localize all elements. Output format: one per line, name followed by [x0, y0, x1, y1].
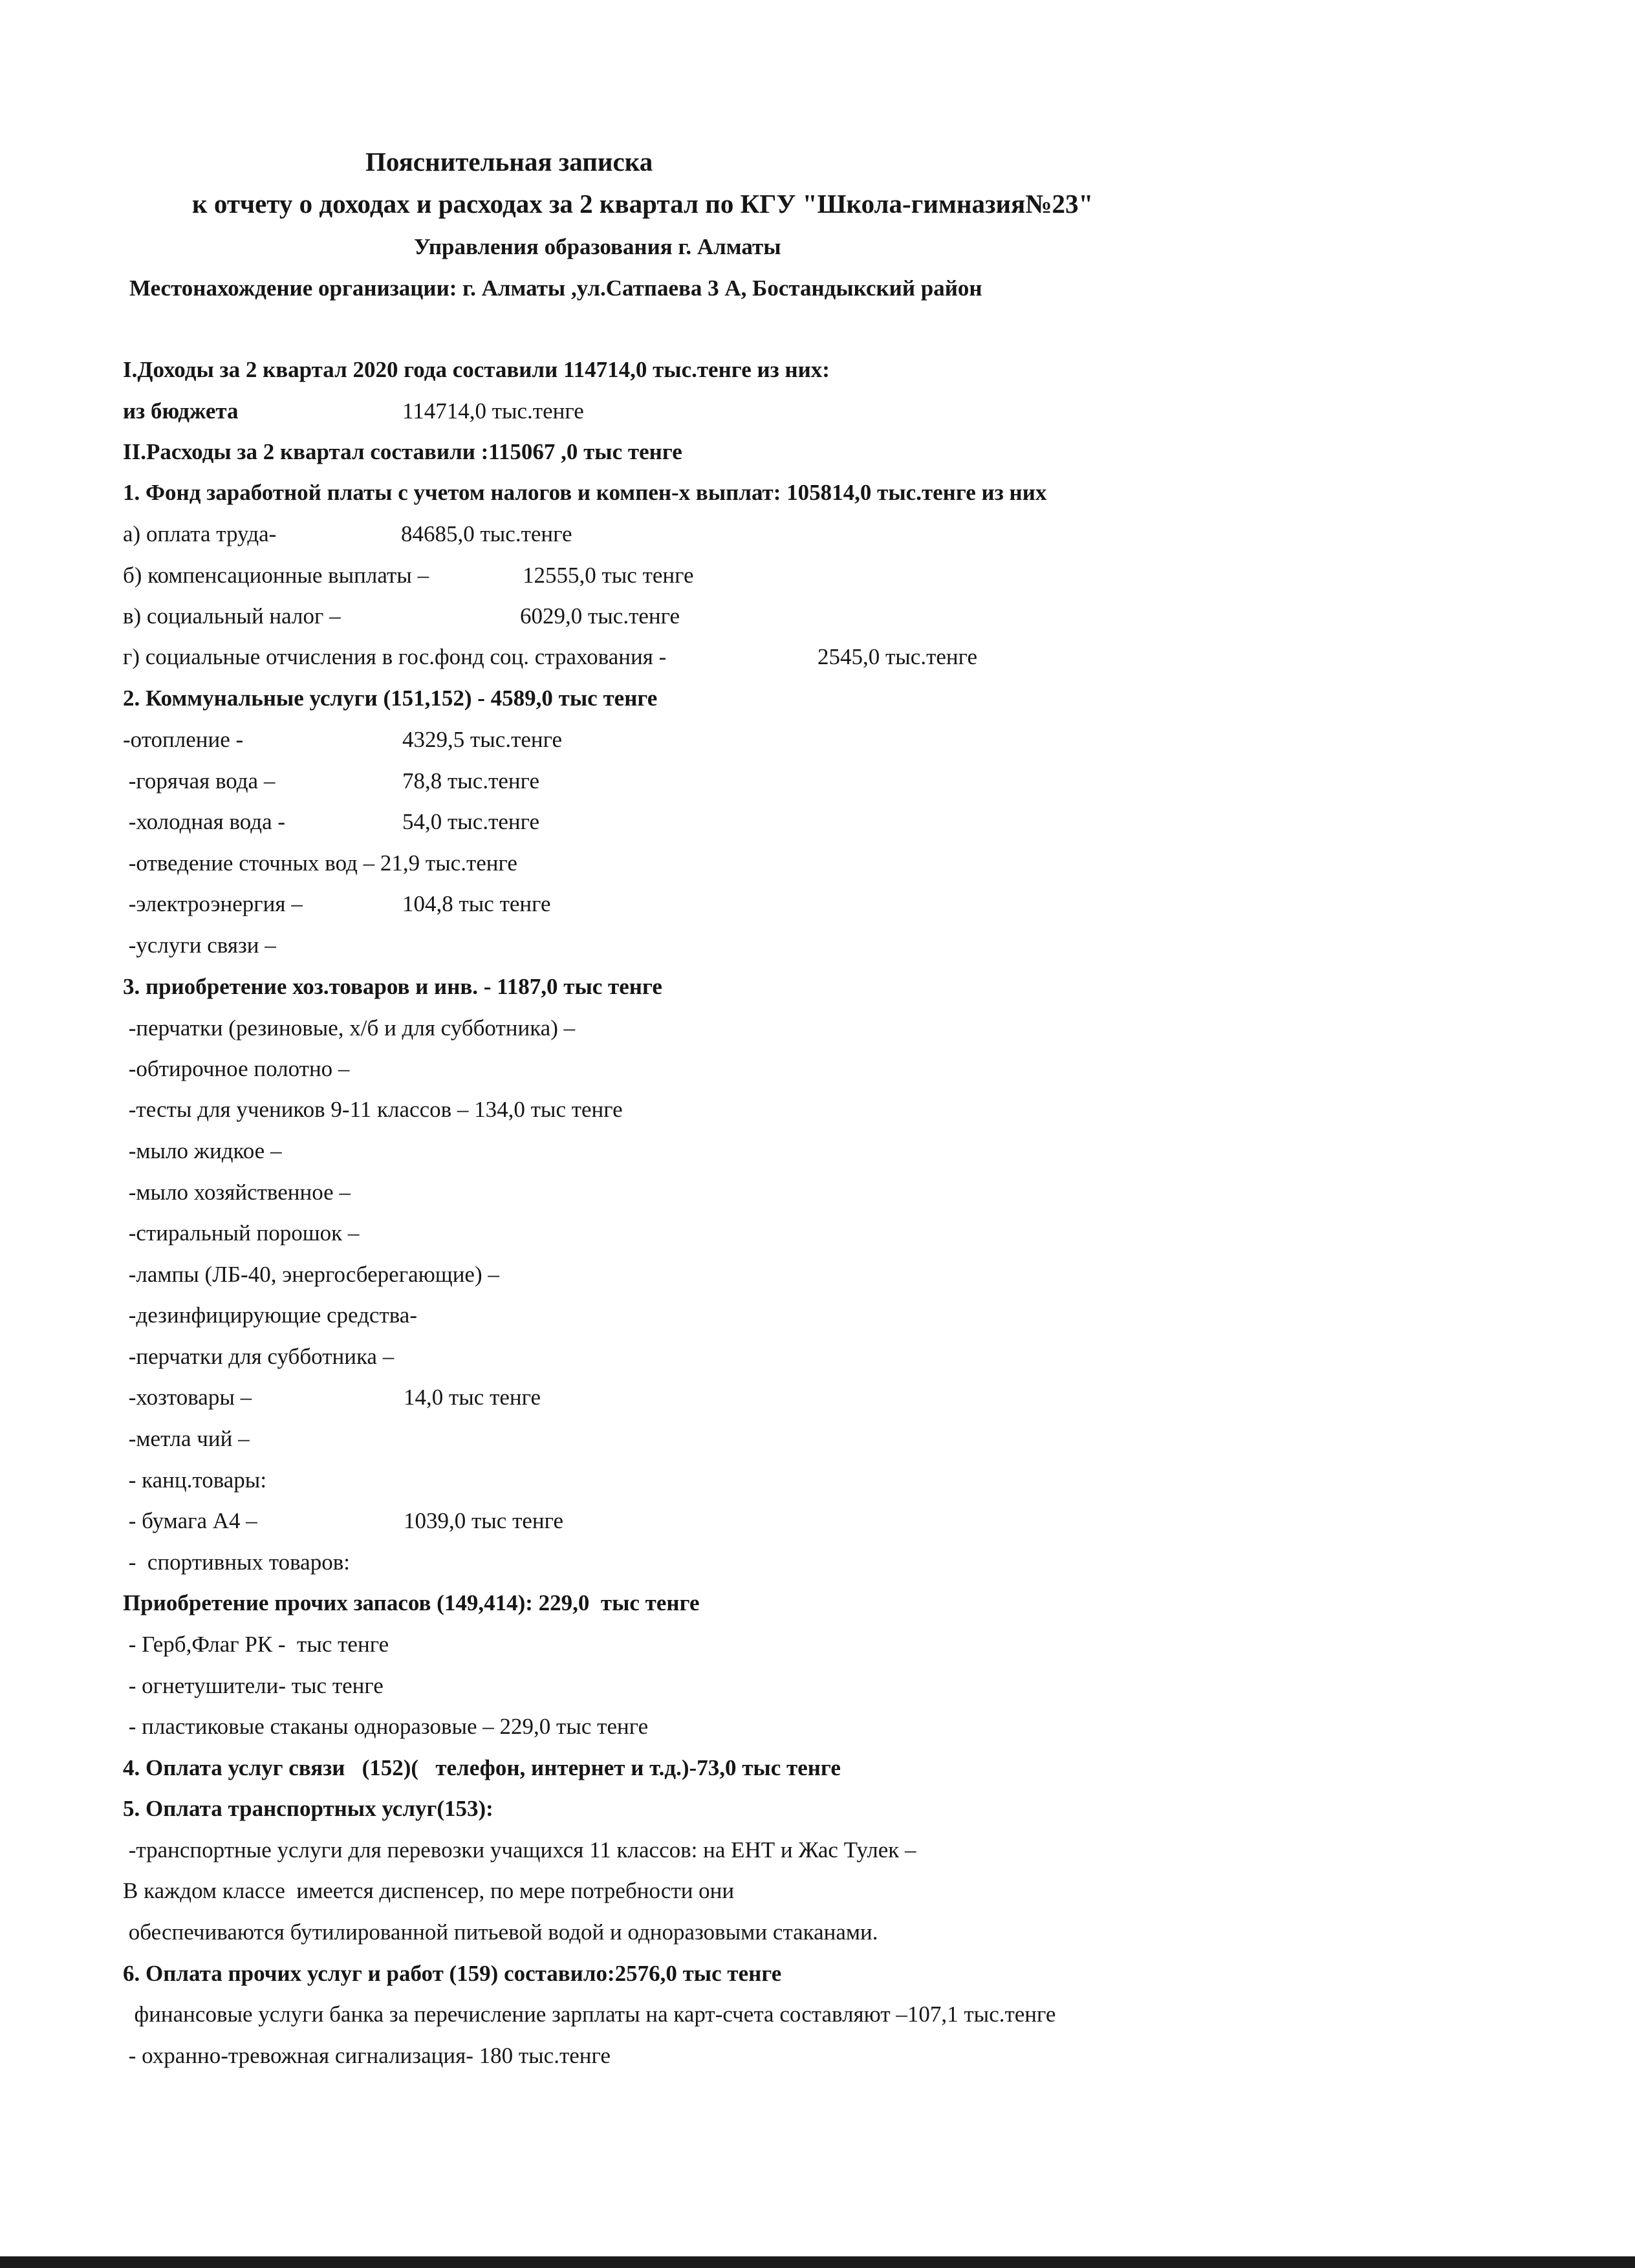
other-services-item: - охранно-тревожная сигнализация- 180 тыс.тенге — [123, 2043, 611, 2068]
other-services-item: финансовые услуги банка за перечисление зарплаты на карт-счета составляют –107,1 тыс.тенге — [123, 2002, 1056, 2027]
income-budget-label: из бюджета — [123, 398, 239, 424]
goods-item-label: -лампы (ЛБ-40, энергосберегающие) – — [123, 1262, 499, 1287]
goods-item-value: 14,0 тыс тенге — [404, 1385, 541, 1410]
payroll-item-label: г) социальные отчисления в гос.фонд соц. страхования - — [123, 644, 667, 669]
goods-item-value: 1039,0 тыс тенге — [404, 1508, 564, 1533]
utility-item-value: 104,8 тыс тенге — [402, 891, 551, 916]
utility-item-value: 4329,5 тыс.тенге — [402, 727, 563, 752]
utilities-heading: 2. Коммунальные услуги (151,152) - 4589,0 тыс тенге — [123, 686, 658, 711]
document-title: Пояснительная записка — [365, 147, 653, 177]
document-subtitle: к отчету о доходах и расходах за 2 квартал по КГУ "Школа-гимназия№23" — [192, 189, 1094, 219]
payroll-item-value: 2545,0 тыс.тенге — [817, 644, 978, 669]
other-stock-heading: Приобретение прочих запасов (149,414): 229,0 тыс тенге — [123, 1590, 700, 1615]
goods-item-label: -мыло хозяйственное – — [123, 1180, 351, 1205]
other-stock-item: - пластиковые стаканы одноразовые – 229,0 тыс тенге — [123, 1714, 649, 1739]
goods-item-label: -мыло жидкое – — [123, 1138, 282, 1163]
other-stock-item: - огнетушители- тыс тенге — [123, 1673, 384, 1698]
payroll-item-label: в) социальный налог – — [123, 603, 341, 629]
goods-item-label: -перчатки (резиновые, х/б и для субботника) – — [123, 1015, 576, 1041]
transport-item: -транспортные услуги для перевозки учащихся 11 классов: на ЕНТ и Жас Тулек – — [123, 1837, 916, 1863]
goods-item-label: - бумага А4 – — [123, 1508, 257, 1533]
utility-item-label: -услуги связи – — [123, 933, 276, 958]
goods-item-label: -перчатки для субботника – — [123, 1344, 395, 1369]
utility-item-label: -горячая вода – — [123, 768, 276, 794]
expenses-heading: II.Расходы за 2 квартал составили :115067 ,0 тыс тенге — [123, 439, 682, 464]
goods-item-label: -дезинфицирующие средства- — [123, 1302, 417, 1328]
goods-heading: 3. приобретение хоз.товаров и инв. - 1187,0 тыс тенге — [123, 974, 662, 999]
utility-item-label: -отопление - — [123, 727, 244, 752]
payroll-item-value: 12555,0 тыс тенге — [523, 563, 694, 588]
transport-item: В каждом классе имеется диспенсер, по мере потребности они — [123, 1878, 735, 1903]
goods-item-label: - спортивных товаров: — [123, 1550, 350, 1575]
communication-heading: 4. Оплата услуг связи (152)( телефон, интернет и т.д.)-73,0 тыс тенге — [123, 1755, 841, 1780]
income-budget-value: 114714,0 тыс.тенге — [402, 398, 584, 424]
goods-item-label: -обтирочное полотно – — [123, 1056, 350, 1081]
other-stock-item: - Герб,Флаг РК - тыс тенге — [123, 1632, 389, 1657]
utility-item-value: 78,8 тыс.тенге — [402, 768, 540, 794]
transport-item: обеспечиваются бутилированной питьевой водой и одноразовыми стаканами. — [123, 1919, 878, 1945]
payroll-item-value: 84685,0 тыс.тенге — [401, 521, 572, 546]
utility-item-label: -электроэнергия – — [123, 891, 303, 916]
goods-item-label: - канц.товары: — [123, 1467, 267, 1493]
goods-item-label: -метла чий – — [123, 1426, 250, 1451]
location-line: Местонахождение организации: г. Алматы ,ул.Сатпаева 3 А, Бостандыкский район — [129, 275, 982, 301]
utility-item-value: 54,0 тыс.тенге — [402, 809, 540, 834]
utility-item-label: -отведение сточных вод – 21,9 тыс.тенге — [123, 850, 517, 876]
payroll-item-label: б) компенсационные выплаты – — [123, 563, 429, 588]
other-services-heading: 6. Оплата прочих услуг и работ (159) составило:2576,0 тыс тенге — [123, 1961, 782, 1986]
goods-item-label: -стиральный порошок – — [123, 1220, 360, 1246]
goods-item-label: -хозтовары – — [123, 1385, 252, 1410]
payroll-item-label: а) оплата труда- — [123, 521, 277, 546]
department-line: Управления образования г. Алматы — [414, 234, 781, 259]
income-heading: I.Доходы за 2 квартал 2020 года составили 114714,0 тыс.тенге из них: — [123, 357, 830, 382]
utility-item-label: -холодная вода - — [123, 809, 286, 834]
scan-bottom-edge — [0, 2256, 1635, 2268]
transport-heading: 5. Оплата транспортных услуг(153): — [123, 1796, 493, 1821]
goods-item-label: -тесты для учеников 9-11 классов – 134,0 тыс тенге — [123, 1097, 623, 1122]
payroll-heading: 1. Фонд заработной платы с учетом налогов и компен-х выплат: 105814,0 тыс.тенге из них — [123, 480, 1047, 505]
payroll-item-value: 6029,0 тыс.тенге — [520, 603, 680, 629]
